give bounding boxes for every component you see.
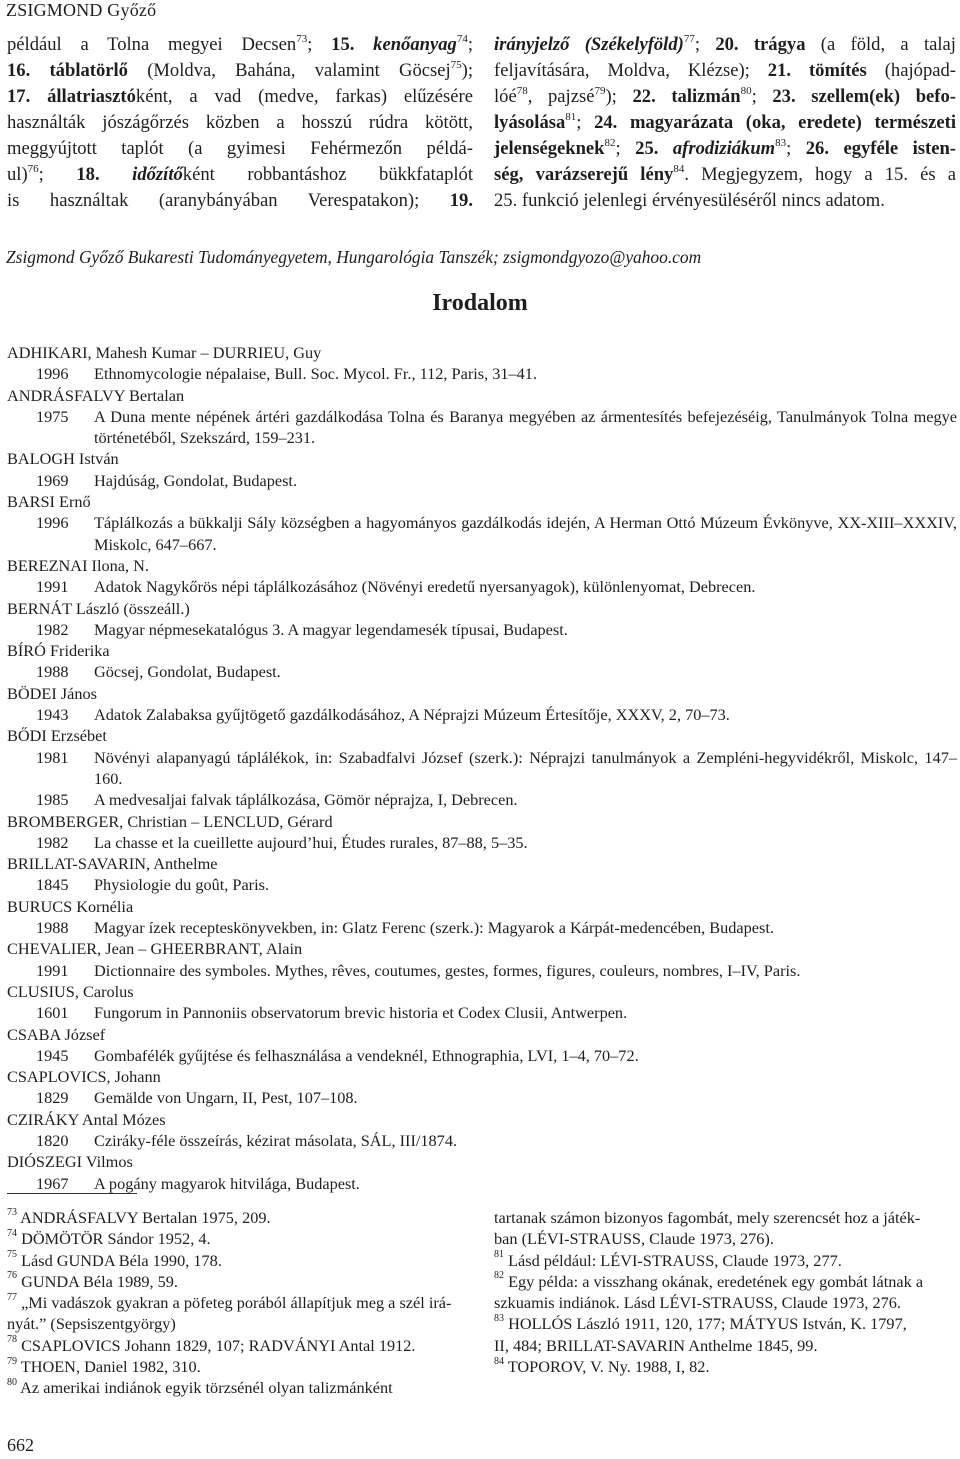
bib-text: Hajdúság, Gondolat, Budapest. [94, 470, 298, 490]
bib-author: ADHIKARI, Mahesh Kumar – DURRIEU, Guy [7, 343, 322, 362]
bib-year: 1985 [36, 790, 69, 810]
bib-entry [7, 1130, 957, 1151]
bib-author: BÖDEI János [7, 683, 97, 703]
bib-text: Magyar ízek recepteskönyvekben, in: Glatz Ferenc (szerk.): Magyarok a Kárpát-medencében, Budapest. [94, 918, 774, 938]
bib-entry [7, 874, 957, 895]
bib-author: ANDRÁSFALVY Bertalan [7, 385, 185, 405]
author-affiliation: Zsigmond Győző Bukaresti Tudományegyetem, Hungarológia Tanszék; zsigmondgyozo@yahoo.com [6, 247, 702, 267]
bib-entry [7, 832, 957, 853]
footnote-line: $^{76}$ GUNDA Béla 1989, 59. [7, 1270, 178, 1291]
footnote-line: $^{78}$ CSAPLOVICS Johann 1829, 107; RADVÁNYI Antal 1912. [7, 1334, 416, 1355]
bib-text: Physiologie du goût, Paris. [94, 875, 270, 895]
bib-year: 1820 [36, 1130, 69, 1150]
body-line: ul)$^{76}$; 18. időzítőként robbantáshoz bükkfataplót [7, 162, 473, 185]
bib-year: 1969 [36, 470, 69, 490]
body-line: például a Tolna megyei Decsen$^{73}$; 15. kenőanyag$^{74}$; [7, 32, 473, 55]
bib-year: 1943 [36, 705, 69, 725]
bib-text: A medvesaljai falvak táplálkozása, Gömör néprajza, I, Debrecen. [94, 790, 518, 810]
body-line: 16. táblatörlő (Moldva, Bahána, valamint Göcsej$^{75}$); [7, 58, 474, 81]
body-line: használták jószágőrzés közben a hosszú rúdra kötött, [7, 112, 473, 133]
bib-year: 1981 [36, 747, 69, 767]
bib-year: 1996 [36, 364, 69, 384]
bib-entry [7, 470, 957, 491]
bib-author: BROMBERGER, Christian – LENCLUD, Gérard [7, 811, 333, 831]
bib-text: Adatok Zalabaksa gyűjtögető gazdálkodásához, A Néprajzi Múzeum Értesítője, XXXV, 2, 70–73. [94, 705, 730, 725]
bib-entry [7, 1002, 957, 1023]
body-line: lyásolása$^{81}$; 24. magyarázata (oka, eredete) természeti [494, 110, 956, 133]
page-number: 662 [7, 1435, 34, 1455]
bib-text: Fungorum in Pannoniis observatorum brevic historia et Codex Clusii, Antwerpen. [94, 1003, 628, 1023]
bib-author: BEREZNAI Ilona, N. [7, 555, 149, 575]
bib-year: 1601 [36, 1003, 69, 1023]
body-line: jelenségeknek$^{82}$; 25. afrodiziákum$^{83}$; 26. egyféle isten- [494, 136, 956, 159]
bib-year: 1829 [36, 1088, 69, 1108]
bib-author: CLUSIUS, Carolus [7, 981, 134, 1001]
bib-text: Ethnomycologie népalaise, Bull. Soc. Mycol. Fr., 112, Paris, 31–41. [94, 364, 538, 384]
footnote-line: $^{83}$ HOLLÓS László 1911, 120, 177; MÁTYUS István, K. 1797, [494, 1313, 907, 1334]
bib-text: La chasse et la cueillette aujourd’hui, Études rurales, 87–88, 5–35. [94, 832, 528, 852]
footnote-line: $^{81}$ Lásd például: LÉVI-STRAUSS, Claude 1973, 277. [494, 1249, 842, 1270]
bib-text: Göcsej, Gondolat, Budapest. [94, 662, 281, 682]
footnote-line: nyát.” (Sepsiszentgyörgy) [7, 1314, 176, 1334]
bib-entry [7, 363, 957, 384]
footnote-line: II, 484; BRILLAT-SAVARIN Anthelme 1845, 99. [494, 1335, 818, 1355]
bib-year: 1991 [36, 577, 69, 597]
body-line: lóé$^{78}$, pajzsé$^{79}$); 22. talizmán$^{80}$; 23. szellem(ek) befo- [494, 84, 956, 107]
bib-entry [7, 747, 957, 790]
bib-year: 1975 [36, 406, 69, 426]
bib-author: CZIRÁKY Antal Mózes [7, 1109, 166, 1129]
footnote-line: $^{84}$ TOPOROV, V. Ny. 1988, I, 82. [494, 1355, 710, 1377]
bib-text: Gemälde von Ungarn, II, Pest, 107–108. [94, 1088, 358, 1108]
bib-text: Növényi alapanyagú táplálékok, in: Szabadfalvi József (szerk.): Néprajzi tanulmányok a Zempléni-hegyvidékről, Miskolc, 147–160. [94, 747, 957, 788]
section-title: Irodalom [432, 290, 528, 316]
footnote-line: tartanak számon bizonyos fagombát, mely szerencsét hoz a játék- [494, 1208, 921, 1227]
footnote-line: $^{74}$ DÖMÖTÖR Sándor 1952, 4. [7, 1227, 211, 1249]
footnote-line: $^{82}$ Egy példa: a visszhang okának, eredetének egy gombát látnak a [494, 1270, 924, 1291]
body-line: ség, varázserejű lény$^{84}$. Megjegyzem, hogy a 15. és a [494, 162, 956, 185]
footnote-divider [7, 1193, 137, 1194]
bib-author: BÍRÓ Friderika [7, 641, 110, 661]
bib-author: BŐDI Erzsébet [7, 726, 107, 746]
bib-year: 1845 [36, 875, 69, 895]
bib-year: 1982 [36, 832, 69, 852]
body-column-left [7, 32, 473, 214]
body-line: irányjelző (Székelyföld)$^{77}$; 20. trágya (a föld, a talaj [494, 32, 956, 55]
bib-entry [7, 1045, 957, 1066]
bib-year: 1945 [36, 1045, 69, 1065]
body-line: meggyújtott taplót (a gyimesi Fehérmezőn példá- [7, 138, 473, 159]
bib-author: BRILLAT-SAVARIN, Anthelme [7, 854, 218, 874]
bib-author: BURUCS Kornélia [7, 896, 134, 916]
bib-entry [7, 1087, 957, 1108]
footnotes-right [494, 1207, 956, 1377]
bib-author: CHEVALIER, Jean – GHEERBRANT, Alain [7, 939, 303, 959]
bib-year: 1996 [36, 513, 69, 533]
bibliography-list [7, 342, 957, 1194]
body-line: is használtak (aranybányában Verespatakon); 19. [7, 190, 473, 211]
bib-year: 1991 [36, 960, 69, 980]
bib-year: 1982 [36, 619, 69, 639]
footnote-line: $^{77}$ „Mi vadászok gyakran a pöfeteg porából állapítjuk meg a szél irá- [7, 1291, 452, 1313]
body-line: feljavítására, Moldva, Klézse); 21. tömítés (hajópad- [494, 60, 956, 81]
bib-year: 1967 [36, 1173, 69, 1193]
footnote-line: $^{75}$ Lásd GUNDA Béla 1990, 178. [7, 1249, 222, 1270]
bib-text: Gombafélék gyűjtése és felhasználása a vendeknél, Ethnographia, LVI, 1–4, 70–72. [94, 1045, 639, 1065]
bib-author: DIÓSZEGI Vilmos [7, 1152, 133, 1172]
footnote-line: szkuamis indiánok. Lásd LÉVI-STRAUSS, Claude 1973, 276. [494, 1293, 901, 1313]
bib-entry [7, 576, 957, 597]
footnote-line: ban (LÉVI-STRAUSS, Claude 1973, 276). [494, 1229, 774, 1249]
bib-entry [7, 704, 957, 725]
bib-entry [7, 661, 957, 682]
bib-text: Dictionnaire des symboles. Mythes, rêves, coutumes, gestes, formes, figures, couleurs, nombres, I–IV, Paris. [94, 960, 801, 980]
bib-author: BALOGH István [7, 449, 119, 469]
body-line: 25. funkció jelenlegi érvényesüléséről nincs adatom. [494, 190, 885, 211]
body-column-right [494, 32, 956, 214]
bib-entry [7, 960, 957, 981]
bib-entry [7, 512, 957, 555]
bib-entry [7, 917, 957, 938]
footnote-line: $^{80}$ Az amerikai indiánok egyik törzsénél olyan talizmánként [7, 1376, 393, 1398]
bib-text: A Duna mente népének ártéri gazdálkodása Tolna és Baranya megyében az ármentesítés befejezéséig, Tanulmányok Tolna megye történetéből, Szekszárd, 159–231. [94, 406, 957, 448]
bib-entry [7, 789, 957, 810]
footnote-line: $^{79}$ THOEN, Daniel 1982, 310. [7, 1355, 201, 1377]
bib-entry [7, 1173, 957, 1194]
bib-text: A pogány magyarok hitvilága, Budapest. [94, 1173, 360, 1193]
bib-year: 1988 [36, 662, 69, 682]
running-header: ZSIGMOND Győző [6, 0, 157, 20]
bib-entry [7, 619, 957, 640]
footnotes-left [7, 1207, 469, 1399]
bib-year: 1988 [36, 918, 69, 938]
bib-text: Magyar népmesekatalógus 3. A magyar legendamesék típusai, Budapest. [94, 619, 568, 639]
bib-text: Cziráky-féle összeírás, kézirat másolata, SÁL, III/1874. [94, 1130, 458, 1150]
body-line: 17. állatriasztóként, a vad (medve, farkas) elűzésére [7, 86, 473, 107]
bib-text: Adatok Nagykőrös népi táplálkozásához (Növényi eredetű nyersanyagok), különlenyomat, Debrecen. [94, 577, 756, 597]
bib-text: Táplálkozás a bükkalji Sály községben a hagyományos gazdálkodás idején, A Herman Ottó Múzeum Évkönyve, XX-XIII–XXXIV, Miskolc, 647–667. [94, 513, 957, 554]
bib-author: CSABA József [7, 1024, 106, 1044]
footnote-line: $^{73}$ ANDRÁSFALVY Bertalan 1975, 209. [7, 1206, 271, 1227]
bib-author: CSAPLOVICS, Johann [7, 1067, 161, 1087]
bib-author: BARSI Ernő [7, 492, 91, 512]
bib-entry [7, 406, 957, 449]
bib-author: BERNÁT László (összeáll.) [7, 598, 190, 618]
